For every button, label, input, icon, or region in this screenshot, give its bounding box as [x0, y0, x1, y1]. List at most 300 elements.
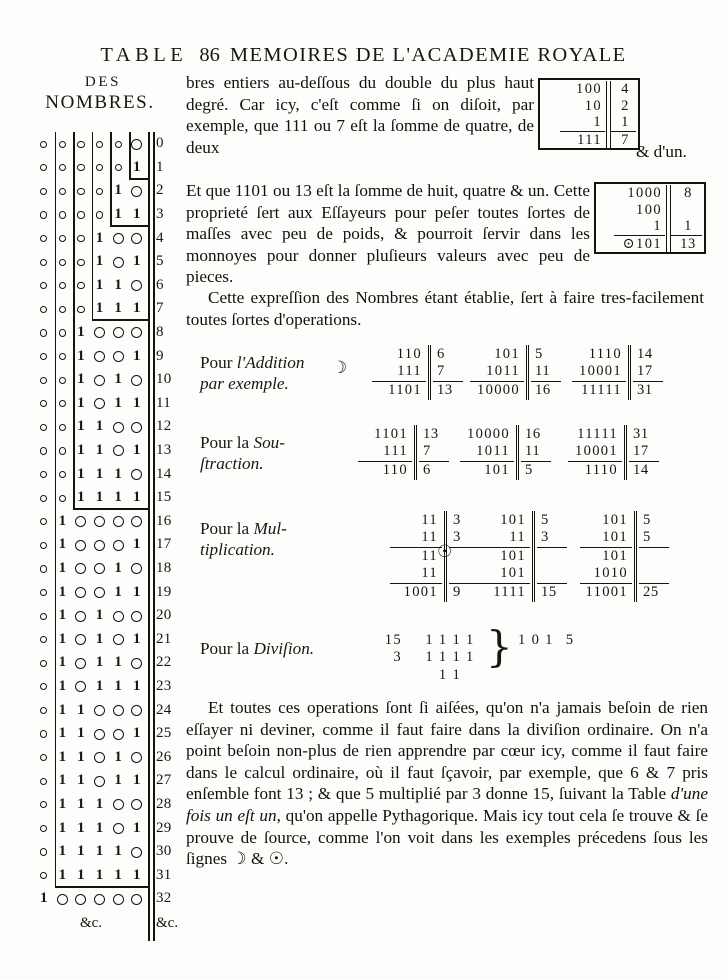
- calc-separator: [623, 426, 628, 443]
- bit-zero: [127, 656, 146, 671]
- leading-dot: [34, 868, 53, 883]
- sum-decimal: 4: [621, 81, 629, 97]
- bit-one: 1: [58, 607, 67, 624]
- table-row: [34, 793, 186, 817]
- bit-zero: [90, 774, 109, 789]
- binary-digits: [34, 604, 146, 628]
- table-row: [34, 816, 186, 840]
- double-rule: [606, 114, 610, 131]
- decimal-value: 17: [156, 536, 172, 553]
- bit-zero: [72, 585, 91, 600]
- bit-one: 1: [132, 442, 141, 459]
- leading-dot: [34, 585, 53, 600]
- calc-binary: 1101: [372, 381, 426, 399]
- paragraph-1-text: bres entiers au-deſſous du double du plus haut degré. Car icy, c'eſt comme ſi on diſoit, par exemple, que 111 ou 7 eſt la ſomme de quatre, de deux: [186, 73, 534, 157]
- leading-dot: [34, 420, 53, 435]
- bit-zero: [90, 372, 109, 387]
- decimal-value: 19: [156, 583, 172, 600]
- bit-one: 1: [58, 583, 67, 600]
- bit-one: 1: [58, 654, 67, 671]
- double-rule: [606, 131, 610, 149]
- leading-dot: [34, 207, 53, 222]
- bit-one: 1: [114, 772, 122, 789]
- calc-decimal: 15: [537, 583, 567, 601]
- sum-row: [542, 114, 636, 131]
- table-row: [34, 297, 186, 321]
- bit-zero: [109, 797, 128, 812]
- calc-separator: [443, 547, 448, 565]
- calc-row: [460, 461, 551, 479]
- block-underline: [55, 886, 148, 888]
- bit-zero: [127, 797, 146, 812]
- division-row: 1 1 1 1: [425, 632, 475, 648]
- leading-dot: [34, 774, 53, 789]
- bit-zero: [109, 420, 128, 435]
- sum-decimal: 1: [684, 218, 692, 234]
- leading-dot: [34, 844, 53, 859]
- running-head-page-number: 86: [199, 44, 220, 66]
- calc-decimal: 7: [423, 443, 431, 460]
- calc-binary: 101: [602, 512, 628, 528]
- leading-dot: [34, 184, 53, 199]
- calc-binary: 11001: [580, 583, 632, 601]
- calc-row: [470, 346, 561, 363]
- bit-zero: [72, 892, 91, 907]
- sum-binary: 1000: [627, 185, 662, 201]
- calc-separator: [633, 565, 638, 582]
- bit-zero: [109, 255, 128, 270]
- bit-one: 1: [114, 559, 122, 576]
- inline-sum-box-seven: [538, 78, 640, 150]
- sum-total-decimal: 13: [671, 235, 702, 253]
- calc-binary: 111: [397, 363, 422, 380]
- calc-decimal: 5: [535, 346, 543, 362]
- bit-one: 1: [77, 394, 85, 411]
- calc-binary: 1011: [476, 443, 510, 460]
- binary-numbers-table: [34, 132, 186, 931]
- bit-one: 1: [132, 489, 141, 506]
- binary-digits: [34, 627, 146, 651]
- bit-zero: [109, 821, 128, 836]
- bit-one: 1: [77, 347, 85, 364]
- table-row: [34, 887, 186, 911]
- bit-zero: [90, 585, 109, 600]
- bit-one: 1: [58, 725, 67, 742]
- division-quotient-decimal: 5: [565, 632, 575, 648]
- calc-row: [572, 381, 663, 399]
- bit-one: 1: [114, 654, 122, 671]
- bit-one: 1: [95, 819, 104, 836]
- operation-label-plain: Pour: [200, 353, 237, 372]
- bit-zero: [72, 538, 91, 553]
- operation-label-plain: Pour la: [200, 639, 254, 658]
- decimal-value: 25: [156, 725, 172, 742]
- table-row: [34, 510, 186, 534]
- calc-binary: 11111: [577, 426, 618, 442]
- calc-binary: 1111: [478, 583, 530, 601]
- binary-digits: [34, 321, 146, 345]
- decimal-value: 29: [156, 819, 172, 836]
- calc-separator: [413, 426, 418, 443]
- leading-dot: [34, 372, 53, 387]
- bit-zero: [109, 325, 128, 340]
- calc-decimal: 5: [541, 512, 549, 528]
- calc-decimal: 5: [521, 461, 551, 479]
- bit-one: 1: [39, 890, 48, 907]
- calc-decimal: 13: [423, 426, 439, 442]
- bit-zero: [90, 892, 109, 907]
- calc-binary: 101: [602, 529, 628, 546]
- bit-one: 1: [114, 300, 122, 317]
- calc-binary: 101: [580, 547, 632, 565]
- calc-binary: 1010: [593, 565, 628, 582]
- calc-separator: [515, 461, 520, 479]
- double-rule: [606, 98, 610, 115]
- calc-row: [580, 547, 669, 565]
- bit-one: 1: [132, 206, 141, 223]
- calc-binary: 11111: [572, 381, 626, 399]
- bit-zero: [127, 278, 146, 293]
- calc-decimal: 6: [419, 461, 449, 479]
- bit-zero: [109, 443, 128, 458]
- decimal-value: 27: [156, 772, 172, 789]
- table-row: [34, 840, 186, 864]
- bit-one: 1: [95, 630, 104, 647]
- calc-binary: 110: [396, 346, 422, 362]
- decimal-value: 28: [156, 795, 172, 812]
- column-separator: [153, 132, 155, 941]
- sum-binary: 1: [593, 114, 602, 130]
- binary-digits: [34, 179, 146, 203]
- decimal-value: 16: [156, 512, 172, 529]
- calc-binary: 10001: [579, 363, 622, 380]
- bit-one: 1: [132, 394, 141, 411]
- calc-binary: 110: [358, 461, 412, 479]
- bit-zero: [109, 892, 128, 907]
- bit-one: 1: [58, 748, 67, 765]
- paragraph-closing: [186, 697, 708, 870]
- binary-digits: [34, 226, 146, 250]
- bit-zero: [127, 608, 146, 623]
- calc-decimal: 31: [633, 426, 649, 442]
- calc-decimal: [449, 565, 479, 582]
- bit-one: 1: [58, 819, 67, 836]
- table-title-line1: DES: [84, 74, 122, 90]
- decimal-value: 13: [156, 442, 172, 459]
- paragraph-three: [186, 287, 704, 330]
- decimal-value: 7: [156, 300, 164, 317]
- decimal-value: 22: [156, 654, 172, 671]
- running-head-journal: MEMOIRES DE L'ACADEMIE ROYALE: [229, 44, 627, 66]
- bit-zero: [109, 632, 128, 647]
- bit-one: 1: [58, 866, 67, 883]
- bit-one: 1: [132, 347, 141, 364]
- sum-binary: 1: [653, 218, 662, 234]
- calc-row: [372, 346, 463, 363]
- bit-zero: [72, 656, 91, 671]
- decimal-value: 6: [156, 276, 164, 293]
- calc-row: [390, 529, 479, 546]
- decimal-value: 2: [156, 182, 164, 199]
- bit-zero: [109, 538, 128, 553]
- calc-decimal: 13: [433, 381, 463, 399]
- bit-one: 1: [77, 324, 85, 341]
- calc-row: [358, 443, 449, 460]
- closing-text-italic: d'une fois un eſt un: [186, 784, 708, 825]
- paragraph-continuation: [186, 72, 534, 158]
- bit-one: 1: [132, 772, 141, 789]
- bit-one: 1: [58, 701, 67, 718]
- operation-label-plain: Pour la: [200, 433, 254, 452]
- double-rule: [666, 218, 670, 235]
- calc-separator: [405, 632, 411, 684]
- calc-decimal: [449, 547, 479, 565]
- calc-separator: [413, 461, 418, 479]
- binary-digits: [34, 462, 146, 486]
- calc-decimal: 16: [531, 381, 561, 399]
- calc-decimal: 16: [525, 426, 541, 442]
- table-row: [34, 698, 186, 722]
- binary-digits: [34, 510, 146, 534]
- decimal-value: 21: [156, 630, 172, 647]
- leading-dot: [34, 679, 53, 694]
- bit-one: 1: [77, 725, 85, 742]
- block-underline: [129, 178, 148, 180]
- division-divisor-decimal: 3: [393, 649, 402, 666]
- double-rule: [606, 81, 610, 98]
- bit-zero: [90, 750, 109, 765]
- calc-decimal: 5: [643, 529, 651, 546]
- calc-row: [572, 363, 663, 380]
- calc-separator: [627, 363, 632, 380]
- calc-row: [460, 426, 551, 443]
- sum-total-binary: ⊙101: [614, 235, 665, 253]
- decimal-value: 0: [156, 135, 164, 152]
- bit-one: 1: [95, 677, 104, 694]
- bit-zero: [90, 514, 109, 529]
- leading-dot: [34, 561, 53, 576]
- bit-one: 1: [132, 677, 141, 694]
- table-row: [34, 651, 186, 675]
- table-row: [34, 604, 186, 628]
- bit-zero: [127, 703, 146, 718]
- bit-one: 1: [114, 371, 122, 388]
- inline-sum-box-thirteen: [594, 182, 706, 254]
- calc-separator: [633, 583, 638, 601]
- table-row: [34, 580, 186, 604]
- bit-zero: [109, 514, 128, 529]
- calc-row: [572, 346, 663, 363]
- running-head-table-word: TABLE: [100, 44, 188, 66]
- binary-digits: [34, 675, 146, 699]
- leading-dot: [34, 443, 53, 458]
- decimal-value: 12: [156, 418, 172, 435]
- decimal-value: 14: [156, 465, 172, 482]
- decimal-value: 23: [156, 677, 172, 694]
- bit-zero: [109, 726, 128, 741]
- leading-dot: [34, 160, 53, 175]
- calc-row: [478, 583, 567, 601]
- paragraph-3-text: Cette expreſſion des Nombres étant établie, ſert à faire tres-facilement toutes ſortes d'operations.: [186, 288, 704, 329]
- running-head: [0, 44, 727, 67]
- sum-row: [598, 202, 702, 219]
- double-rule: [666, 202, 670, 219]
- bit-one: 1: [114, 748, 122, 765]
- calc-decimal: 25: [639, 583, 669, 601]
- bit-one: 1: [95, 795, 104, 812]
- table-row: [34, 769, 186, 793]
- calc-binary: 101: [500, 512, 526, 528]
- double-rule: [666, 185, 670, 202]
- calc-row: [568, 461, 659, 479]
- binary-digits: [34, 557, 146, 581]
- calc-separator: [633, 547, 638, 565]
- worked-example: [372, 346, 463, 399]
- leading-dot: [34, 278, 53, 293]
- calc-binary: 1101: [374, 426, 408, 442]
- bit-one: 1: [114, 583, 122, 600]
- leading-dot: [34, 726, 53, 741]
- sum-total-row: [542, 131, 636, 149]
- sum-row: [542, 98, 636, 115]
- bit-one: 1: [77, 748, 85, 765]
- calc-separator: [443, 529, 448, 546]
- binary-digits: [34, 392, 146, 416]
- operation-label-italic: l'Addition: [236, 353, 305, 372]
- calc-row: [580, 512, 669, 529]
- bit-zero: [127, 561, 146, 576]
- calc-separator: [427, 381, 432, 399]
- calc-row: [478, 529, 567, 546]
- calc-binary: 11: [421, 529, 438, 546]
- closing-text-b: , qu'on appelle Pythagorique. Mais icy tout cela ſe trouve & ſe prouve de ſource, comme l'on voit dans les exemples précedens ſous les ſignes ☽ & ☉.: [186, 805, 709, 869]
- bit-one: 1: [77, 465, 85, 482]
- bit-one: 1: [95, 253, 104, 270]
- decimal-value: 11: [156, 394, 172, 411]
- decimal-value: 24: [156, 701, 172, 718]
- operation-label-plain: Pour la: [200, 519, 254, 538]
- bit-one: 1: [114, 465, 122, 482]
- binary-digits: [34, 486, 146, 510]
- table-row: [34, 344, 186, 368]
- binary-digits: [34, 722, 146, 746]
- calc-decimal: 3: [453, 529, 461, 546]
- bit-one: 1: [77, 418, 85, 435]
- right-brace-icon: }: [486, 622, 515, 671]
- calc-decimal: 17: [633, 443, 649, 460]
- leading-dot: [34, 231, 53, 246]
- decimal-value: 4: [156, 229, 164, 246]
- nesting-rule: [92, 132, 94, 321]
- calc-separator: [427, 363, 432, 380]
- calc-row: [390, 565, 479, 582]
- decimal-value: 10: [156, 371, 172, 388]
- bit-zero: [127, 325, 146, 340]
- bit-one: 1: [95, 442, 104, 459]
- bit-one: 1: [77, 371, 85, 388]
- decimal-value: 15: [156, 489, 172, 506]
- calc-separator: [515, 426, 520, 443]
- block-underline: [73, 508, 148, 510]
- bit-one: 1: [58, 559, 67, 576]
- table-row: [34, 533, 186, 557]
- calc-row: [460, 443, 551, 460]
- bit-zero: [127, 231, 146, 246]
- decimal-value: 18: [156, 559, 172, 576]
- calc-separator: [525, 363, 530, 380]
- leading-dot: [34, 514, 53, 529]
- bit-one: 1: [58, 795, 67, 812]
- table-row: [34, 557, 186, 581]
- bit-one: 1: [95, 465, 104, 482]
- table-row: [34, 439, 186, 463]
- bit-zero: [90, 396, 109, 411]
- bit-one: 1: [95, 489, 104, 506]
- calc-decimal: 14: [629, 461, 659, 479]
- operation-label-italic: Diviſion.: [253, 639, 315, 658]
- bit-zero: [127, 844, 146, 859]
- table-title: [28, 74, 178, 114]
- division-row: 1 1 1 1: [425, 649, 475, 666]
- calc-binary: 11: [390, 547, 442, 565]
- calc-row: [358, 461, 449, 479]
- bit-one: 1: [77, 819, 85, 836]
- bit-zero: [127, 420, 146, 435]
- decimal-value: 8: [156, 324, 164, 341]
- bit-zero: [90, 561, 109, 576]
- decimal-value: 9: [156, 347, 164, 364]
- bit-one: 1: [95, 654, 104, 671]
- column-separator-inner: [148, 132, 150, 941]
- decimal-value: 3: [156, 206, 164, 223]
- bit-zero: [127, 892, 146, 907]
- operation-label: [200, 432, 355, 474]
- bit-one: 1: [95, 229, 104, 246]
- calc-row: [390, 583, 479, 601]
- calc-row: [372, 363, 463, 380]
- nesting-rule: [73, 132, 75, 510]
- bit-one: 1: [77, 866, 85, 883]
- calc-binary: 1110: [588, 346, 622, 362]
- calc-row: [568, 426, 659, 443]
- calc-decimal: 5: [643, 512, 651, 528]
- division-dividend-decimal: 15: [384, 632, 402, 648]
- bit-one: 1: [77, 489, 85, 506]
- table-row: [34, 415, 186, 439]
- bit-one: 1: [114, 489, 122, 506]
- calc-row: [580, 529, 669, 546]
- decimal-value: 5: [156, 253, 164, 270]
- closing-text-a: Et toutes ces operations ſont ſi aiſées, qu'on n'a jamais beſoin de rien eſſayer ni deviner, comme il faut faire dans la diviſion ordinaire. On n'a point beſoin non-plus de rien apprendre par cœur icy, comme il faut faire dans le calcul ordinaire, où il faut ſçavoir, par exemple, que 6 & 7 pris enſemble font 13 ; & que 5 multiplié par 3 donne 15, ſuivant la Table: [186, 698, 708, 804]
- leading-dot: [34, 349, 53, 364]
- calc-binary: 111: [383, 443, 408, 460]
- bit-one: 1: [132, 819, 141, 836]
- bit-one: 1: [95, 843, 104, 860]
- block-underline: [92, 319, 148, 321]
- calc-decimal: [639, 565, 669, 582]
- calc-row: [390, 512, 479, 529]
- sum-binary: 100: [576, 81, 602, 97]
- operation-label-italic: Sou-: [253, 433, 285, 452]
- calc-decimal: 9: [449, 583, 479, 601]
- table-row: [34, 745, 186, 769]
- table-row: [34, 863, 186, 887]
- calc-separator: [633, 529, 638, 546]
- bit-zero: [109, 349, 128, 364]
- table-row: [34, 722, 186, 746]
- calc-decimal: 31: [633, 381, 663, 399]
- binary-digits: [34, 840, 146, 864]
